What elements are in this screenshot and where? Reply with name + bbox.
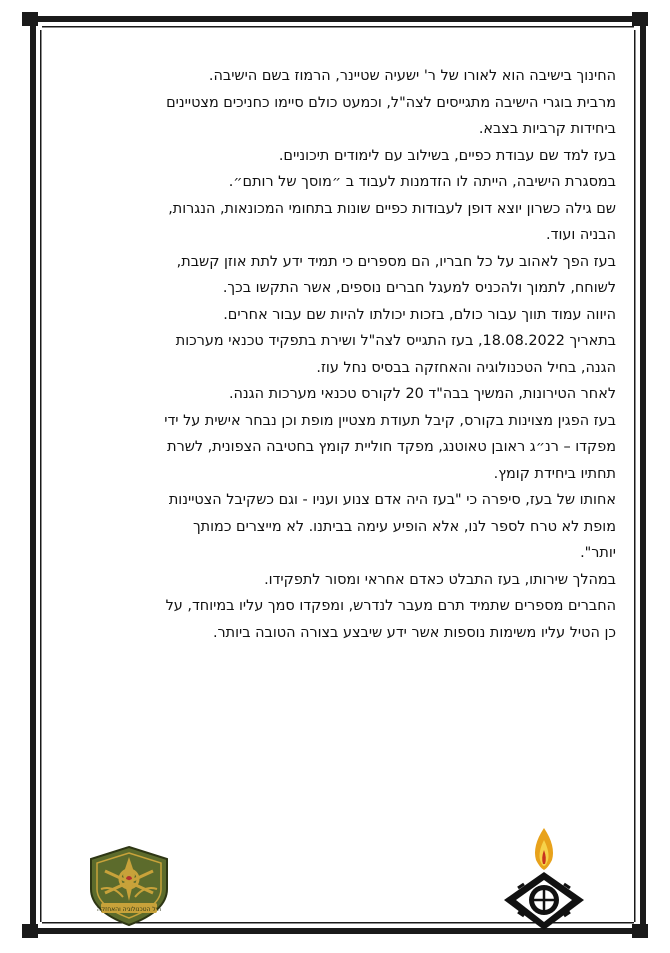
text-line: ביחידות קרביות בצבא.	[478, 121, 616, 137]
text-line: מפקדו – רנ״ג ראובן טאוטנג, מפקד חוליית קומץ בחטיבה הצפונית, לשרת	[167, 439, 616, 455]
text-line: בתאריך 18.08.2022, בעז התגייס לצה"ל ושירת בתפקיד טכנאי מערכות	[175, 333, 616, 349]
text-line: אחותו של בעז, סיפרה כי "בעז היה אדם צנוע ועניו - וגם כשקיבל הצטיינות	[168, 492, 616, 508]
text-line: מופת לא טרח לספר לנו, אלא הופיע עימה בביתנו. לא מייצרים כמותך	[192, 518, 616, 535]
text-line: לאחר הטירונות, המשיך בבה"ד 20 לקורס טכנאי מערכות הגנה.	[228, 386, 616, 402]
text-line: שם גילה כשרון יוצא דופן לעבודות כפיים שונות בתחומי המכונאות, הנגרות,	[168, 200, 616, 217]
svg-text:חיל הטכנולוגיה והאחזקה: חיל הטכנולוגיה והאחזקה	[96, 906, 162, 913]
memorial-flame-emblem-icon	[498, 826, 590, 932]
text-line: החינוך בישיבה הוא לאורו של ר' ישעיה שטיינר, הרמוז בשם הישיבה.	[208, 68, 616, 84]
text-line: כן הטיל עליו משימות נוספות אשר ידע שיבצע בצורה הטובה ביותר.	[212, 624, 616, 641]
text-line: במהלך שירותו, בעז התבלט כאדם אחראי ומסור לתפקידו.	[264, 571, 616, 588]
text-line: היווה עמוד תווך עבור כולם, בזכות יכולתו להיות שם עבור אחרים.	[223, 306, 616, 323]
text-line: הגנה, בחיל הטכנולוגיה והאחזקה בבסיס נחל עוז.	[316, 359, 616, 376]
text-line: בעז למד שם עבודת כפיים, בשילוב עם לימודים תיכוניים.	[278, 147, 616, 164]
tech-maintenance-corps-emblem-icon	[83, 845, 175, 927]
text-line: בעז הפגין מצוינות בקורס, קיבל תעודת מצטיין מופת וכן נבחר אישית על ידי	[164, 412, 616, 429]
text-line: במסגרת הישיבה, הייתה לו הזדמנות לעבוד ב ״מוסך של רותם״.	[228, 174, 616, 190]
text-line: בעז הפך לאהוב על כל חבריו, הם מספרים כי תמיד ידע לתת אוזן קשבת,	[176, 253, 616, 270]
text-line: מרבית בוגרי הישיבה מתגייסים לצה"ל, וכמעט כולם סיימו כחניכים מצטיינים	[166, 94, 616, 111]
text-line: החברים מספרים שתמיד תרם מעבר לנדרש, ומפקדו סמך עליו במיוחד, על	[165, 598, 616, 614]
text-line: תחתיו ביחידת קומץ.	[493, 465, 616, 482]
text-line: הבניה ועוד.	[546, 227, 616, 243]
text-line: לשוחח, לתמוך ולהכניס למעגל חברים נוספים, אשר התקשו בכך.	[222, 280, 616, 296]
text-line: יותר".	[580, 545, 616, 561]
memorial-text	[72, 63, 616, 646]
